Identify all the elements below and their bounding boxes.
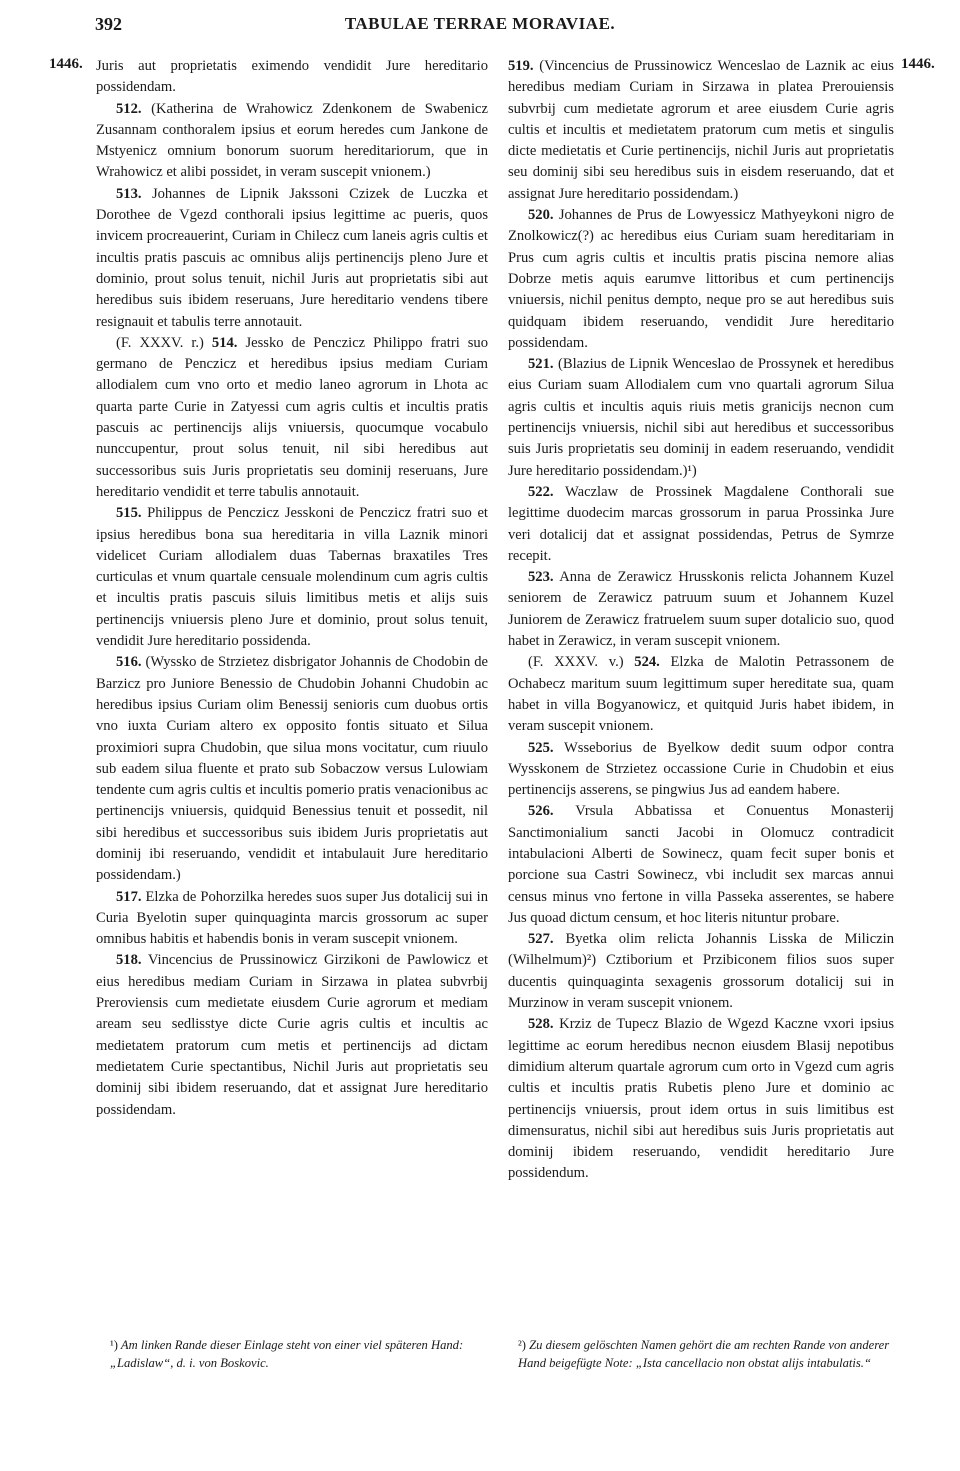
page-number: 392 bbox=[95, 14, 122, 34]
entry-520 bbox=[508, 205, 894, 354]
entry-text: Johannes de Prus de Lowyessicz Mathyeykoni nigro de Znolkowicz(?) ac heredibus eius Curiam suam hereditariam in Prus cum agris cultis et incultis pratis piscina nemore alias Dobrze metis aquis earumve littoribus et cum pertinencijs vniuersis, nichil penitus dempto, neque pro se aut heredibus suis quidquam ibidem reseruando, vendidit Jure hereditario possidendam. bbox=[508, 207, 894, 351]
entry-number: 516. bbox=[116, 654, 142, 671]
entry-number: 520. bbox=[528, 207, 554, 224]
footnote-text: Am linken Rande dieser Einlage steht von einer viel späteren Hand: „Ladislaw“, d. i. von Boskovic. bbox=[110, 1338, 464, 1370]
entry-525 bbox=[508, 738, 894, 802]
entry-522 bbox=[508, 482, 894, 567]
footnote-text: Zu diesem gelöschten Namen gehört die am rechten Rande von anderer Hand beigefügte Note: „Ista cancellacio non obstat alijs intabulatis.“ bbox=[518, 1338, 890, 1370]
entry-text: Elzka de Malotin Petrassonem de Ochabecz maritum suum legittimum super hereditate sua, quam habet in villa Bogyanowicz, et quitquid Juris habet ibidem, in veram suscepit vnionem. bbox=[508, 654, 894, 735]
entry-text: (Vincencius de Prussinowicz Wenceslao de Laznik ac eius heredibus mediam Curiam in Sirzawa in platea Prerouiensis subvrbij cum medietate agrorum et aree eiusdem Curie agris cultis et incultis et medietatem pratorum cum metis et singulis dicte medietatis et Curie pertinencijs, nichil Juris aut proprietatis seu dominij sibi seu heredibus suis in eisdem reseruando, dat et assignat Jure hereditario possidendam.) bbox=[508, 58, 894, 202]
entry-515 bbox=[96, 503, 488, 652]
running-title: TABULAE TERRAE MORAVIAE. bbox=[344, 14, 616, 33]
entry-513 bbox=[96, 184, 488, 333]
entry-517 bbox=[96, 887, 488, 951]
entry-text: Waczlaw de Prossinek Magdalene Conthorali sue legittime duodecim marcas grossorum in parua Prossinka Jure veri dotalicij dat et assignat possidendas, Petrus de Symrze recepit. bbox=[508, 483, 894, 564]
footnote-mark: ¹) bbox=[110, 1338, 118, 1352]
entry-text: Vrsula Abbatissa et Conuentus Monasterij Sanctimonialium sancti Jacobi in Olomucz contradicit intabulacioni Alberti de Sowinecz, quam fecit super bonis et porcione sua Castri Sowinecz, vbi includit sex marcas annui census minus vno fertone in villa Passeka asserentes, se habere Jus quoad dictum censum, et hoc literis nituntur probare. bbox=[508, 803, 894, 926]
entry-text: Krziz de Tupecz Blazio de Wgezd Kaczne vxori ipsius legittime ac eorum heredibus necnon eiusdem Blasij nepotibus dimidium alterum quartale agrorum cum orto in Vgezd cum agris cultis et incultis pratis Rubetis pleno Jure et dominio ac pertinencijs vniuersis, prout idem ortus in suis limitibus est dimensuratus, nichil sibi aut heredibus suis Juris proprietatis aut dominij ibidem reseruando, vendidit hereditario Jure possidendum. bbox=[508, 1016, 894, 1182]
page-header bbox=[0, 14, 960, 38]
entry-number: 519. bbox=[508, 58, 534, 74]
entry-519 bbox=[508, 56, 894, 205]
entry-512 bbox=[96, 99, 488, 184]
folio-reference: (F. XXXV. r.) bbox=[116, 334, 212, 351]
footnote-mark: ²) bbox=[518, 1338, 526, 1352]
entry-number: 521. bbox=[528, 356, 554, 373]
entry-text: Vincencius de Prussinowicz Girzikoni de Pawlowicz et eius heredibus mediam Curiam in Sirzawa in platea subvrbij Preroviensis cum medietate eiusdem Curie agrorum et mediam aream seu sedlisstye dicte Curie agris cultis et incultis ac medietatem pratorum cum metis et pertinencijs ad dictam medietatem Curie spectantibus, Nichil Juris aut proprietatis seu dominij sibi ibidem reseruando, dat et assignat Jure hereditario possidendam. bbox=[96, 952, 488, 1118]
entry-text: Johannes de Lipnik Jakssoni Czizek de Luczka et Dorothee de Vgezd conthorali ipsius legittime ac pueris, quos invicem procreauerint, Curiam in Chilecz cum laneis agris cultis et incultis pratis pascuis ac omnibus alijs pertinencijs pleno Jure et dominio, prout solus tenuit, nichil Juris aut proprietatis sibi aut heredibus suis ibidem reseruans, Jure hereditario vendens tibere resignauit et tabulis terre annotauit. bbox=[96, 185, 488, 330]
entry-526 bbox=[508, 801, 894, 929]
entry-number: 524. bbox=[634, 654, 660, 671]
entry-number: 522. bbox=[528, 483, 554, 500]
entry-516 bbox=[96, 652, 488, 886]
entry-number: 512. bbox=[116, 100, 142, 117]
right-column bbox=[508, 56, 894, 1185]
entry-number: 526. bbox=[528, 803, 554, 820]
entry-text: (Blazius de Lipnik Wenceslao de Prossynek et heredibus eius Curiam suam Allodialem cum vno quartali agrorum Silua agris cultis et incultis aquis riuis metis granicijs necnon cum pertinencijs vniuersis, nichil sibi aut heredibus et successoribus suis Juris proprietatis seu dominij in eadem reseruando, vendidit Jure hereditario possidendam.)¹) bbox=[508, 356, 894, 479]
margin-year-right: 1446. bbox=[901, 56, 935, 72]
entry-text: Jessko de Penczicz Philippo fratri suo germano de Penczicz et heredibus ipsius mediam Curiam allodialem cum vno orto et medio laneo agrorum in Lhota ac quarta parte Curie in Zatyessi cum agris cultis et incultis pratis pascuis ac pertinencijs alijs vniuersis, quocumque vocabulo nunccupentur, prout solus tenuit, nil sibi heredibus aut successoribus suis Juris proprietatis seu dominij reseruans, Jure hereditario vendidit et terre tabulis annotauit. bbox=[96, 334, 489, 500]
entry-number: 513. bbox=[116, 185, 142, 202]
entry-number: 515. bbox=[116, 505, 142, 522]
entry-number: 525. bbox=[528, 739, 554, 756]
entry-518 bbox=[96, 950, 488, 1120]
entry-text: Wsseborius de Byelkow dedit suum odpor contra Wysskonem de Strzietez occassione Curie in Chudobin et eius pertinencijs asserens, se pingwius Jus ad eandem habere. bbox=[508, 739, 894, 799]
entry-number: 523. bbox=[528, 569, 554, 586]
entry-number: 514. bbox=[211, 334, 238, 351]
entry-number: 528. bbox=[528, 1016, 554, 1033]
footnote-2 bbox=[518, 1336, 896, 1372]
folio-reference: (F. XXXV. v.) bbox=[528, 654, 635, 671]
entry-continuation bbox=[96, 56, 488, 99]
entry-524 bbox=[508, 652, 894, 737]
entry-number: 527. bbox=[528, 931, 554, 948]
entry-523 bbox=[508, 567, 894, 652]
footnote-1 bbox=[110, 1336, 488, 1372]
entry-number: 517. bbox=[116, 888, 142, 905]
entry-text: (Wyssko de Strzietez disbrigator Johannis de Chodobin de Barzicz pro Juniore Benessio de Chudobin Johanni Chudobin ac heredibus ipsius Curiam olim Benessij senioris cum duobus ortis vno iuxta Curiam altero ex opposito fontis situato et Silua proximiori supra Chudobin, que silua mons vocitatur, cum riuulo sub eadem silua fluente et prato sub Sobaczow versus Lulowiam tendente cum agris cultis et incultis pomerio pratis venacionibus ac pertinencijs vniuersis, quidquid Benessius tenuit et possedit, nil sibi heredibus et successoribus suis ibidem Juris proprietatis aut dominij ibi reseruando, vendidit et intabulauit Jure hereditario possidendam.) bbox=[96, 654, 488, 884]
entry-528 bbox=[508, 1014, 894, 1184]
entry-text: Anna de Zerawicz Hrusskonis relicta Johannem Kuzel seniorem de Zerawicz patruum suum et Johannem Kuzel Juniorem de Zerawicz fratruelem suum super dotalicio suo, quod habet in Zerawicz, in veram suscepit vnionem. bbox=[508, 569, 894, 650]
entry-527 bbox=[508, 929, 894, 1014]
left-column bbox=[96, 56, 488, 1121]
margin-year-left: 1446. bbox=[49, 56, 83, 72]
entry-text: (Katherina de Wrahowicz Zdenkonem de Swabenicz Zusannam conthoralem ipsius et eorum heredes cum Jankone de Mstyenicz omnium bonorum suorum hereditariorum, que in Wrahowicz et alibi possidet, in veram suscepit vnionem.) bbox=[96, 100, 488, 181]
entry-521 bbox=[508, 354, 894, 482]
entry-number: 518. bbox=[116, 952, 142, 969]
entry-text: Elzka de Pohorzilka heredes suos super Jus dotalicij sui in Curia Byelotin super quinquaginta marcis grossorum ac super omnibus habitis et habendis bonis in veram suscepit vnionem. bbox=[96, 888, 489, 948]
entry-514 bbox=[96, 333, 488, 503]
entry-text: Juris aut proprietatis eximendo vendidit Jure hereditario possidendam. bbox=[96, 58, 488, 96]
entry-text: Philippus de Penczicz Jesskoni de Penczicz fratri suo et ipsius heredibus bona sua hereditaria in villa Laznik minori videlicet Curiam allodialem duas Tabernas braxatiles Tres curticulas et vnum quartale censuale molendinum cum agris cultis et incultis pratis pascuis siluis limitibus metis et alijs suis pertinencijs vniuersis pleno Jure et dominio, prout solus tenuit, vendidit Jure hereditario possidenda. bbox=[96, 505, 488, 650]
entry-text: Byetka olim relicta Johannis Lisska de Miliczin (Wilhelmum)²) Cztiborium et Przibiconem filios suos super ducentis quinquaginta sexagenis grossorum dotalicij sui in Murzinow in veram suscepit vnionem. bbox=[508, 931, 895, 1012]
